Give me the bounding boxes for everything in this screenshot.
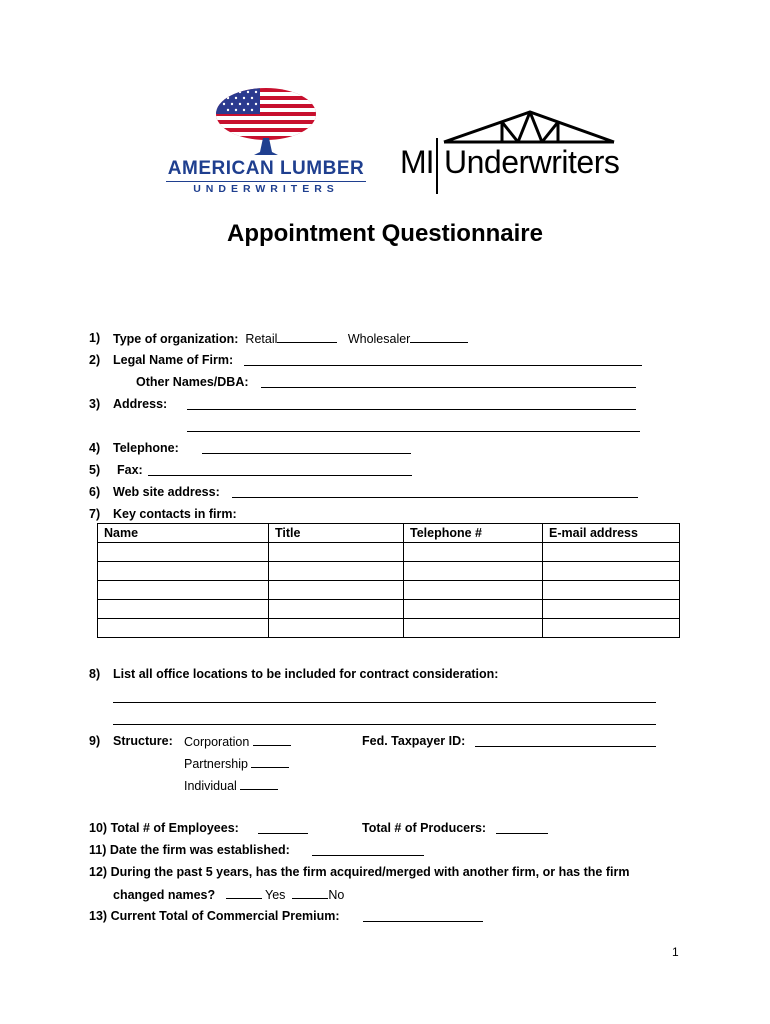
q10-producers-label: Total # of Producers: xyxy=(362,821,487,835)
table-cell[interactable] xyxy=(269,581,404,600)
q9-option-corporation xyxy=(184,733,291,750)
q5-label: Fax: xyxy=(117,463,143,477)
flag-tree-icon xyxy=(164,86,368,156)
q4-label: Telephone: xyxy=(113,441,179,455)
table-cell[interactable] xyxy=(404,600,543,619)
table-cell[interactable] xyxy=(98,543,269,562)
q10-employees-label xyxy=(89,820,239,836)
q11-label: Date the firm was established: xyxy=(109,843,290,857)
roof-truss-icon xyxy=(400,108,618,144)
q6-number: 6) xyxy=(89,485,101,499)
q4-number: 4) xyxy=(89,441,101,455)
q7-number: 7) xyxy=(89,507,101,521)
q11-date-blank[interactable] xyxy=(312,855,424,856)
q13-label: Current Total of Commercial Premium: xyxy=(110,909,340,923)
table-cell[interactable] xyxy=(269,600,404,619)
q8-locations-blank-1[interactable] xyxy=(113,702,656,703)
table-cell[interactable] xyxy=(98,600,269,619)
q1-retail-blank[interactable] xyxy=(277,330,337,343)
q1-row xyxy=(113,330,468,347)
q13-number: 13) xyxy=(89,909,108,923)
q6-website-blank[interactable] xyxy=(232,497,638,498)
table-cell[interactable] xyxy=(269,543,404,562)
table-cell[interactable] xyxy=(543,562,680,581)
q1-label: Type of organization: xyxy=(113,332,239,346)
col-header-name: Name xyxy=(98,524,269,543)
q12-line2 xyxy=(113,886,344,903)
q9-individual-blank[interactable] xyxy=(240,777,278,790)
q10-producers-blank[interactable] xyxy=(496,833,548,834)
q9-individual-label: Individual xyxy=(184,779,237,793)
table-cell[interactable] xyxy=(404,619,543,638)
q8-locations-blank-2[interactable] xyxy=(113,724,656,725)
mi-logo-letters: MI xyxy=(400,144,434,180)
q4-telephone-blank[interactable] xyxy=(202,453,411,454)
q12-question-line2: changed names? xyxy=(113,888,216,902)
q12-no-blank[interactable] xyxy=(292,886,328,899)
q2-label: Legal Name of Firm: xyxy=(113,353,234,367)
q9-taxpayer-label: Fed. Taxpayer ID: xyxy=(362,734,466,748)
q10-employees-blank[interactable] xyxy=(258,833,308,834)
table-header-row xyxy=(98,524,680,543)
q9-corporation-label: Corporation xyxy=(184,735,250,749)
q12-number: 12) xyxy=(89,865,108,879)
q2-dba-blank[interactable] xyxy=(261,387,636,388)
q5-fax-blank[interactable] xyxy=(148,475,412,476)
table-cell[interactable] xyxy=(404,581,543,600)
q9-option-individual xyxy=(184,777,278,794)
col-header-email: E-mail address xyxy=(543,524,680,543)
table-cell[interactable] xyxy=(269,562,404,581)
table-cell[interactable] xyxy=(404,543,543,562)
q12-yes-label: Yes xyxy=(265,888,286,902)
q13-row xyxy=(89,908,340,924)
q10-number: 10) xyxy=(89,821,108,835)
american-lumber-logo xyxy=(164,86,368,198)
q2-number: 2) xyxy=(89,353,101,367)
table-cell[interactable] xyxy=(404,562,543,581)
q9-partnership-label: Partnership xyxy=(184,757,248,771)
table-cell[interactable] xyxy=(98,619,269,638)
q1-option-wholesaler: Wholesaler xyxy=(347,332,411,346)
table-cell[interactable] xyxy=(269,619,404,638)
q5-number: 5) xyxy=(89,463,101,477)
mi-logo-bar xyxy=(436,138,438,194)
q11-row xyxy=(89,842,290,858)
q9-number: 9) xyxy=(89,734,101,748)
table-cell[interactable] xyxy=(98,562,269,581)
key-contacts-table xyxy=(97,523,680,638)
q9-option-partnership xyxy=(184,755,289,772)
q12-question-line1: During the past 5 years, has the firm acquired/merged with another firm, or has the firm xyxy=(110,865,630,879)
table-cell[interactable] xyxy=(543,543,680,562)
q9-partnership-blank[interactable] xyxy=(251,755,289,768)
mi-underwriters-logo xyxy=(400,108,618,196)
q9-corporation-blank[interactable] xyxy=(253,733,291,746)
q6-label: Web site address: xyxy=(113,485,220,499)
q2-dba-label: Other Names/DBA: xyxy=(136,375,249,389)
q2-firm-name-blank[interactable] xyxy=(244,365,642,366)
q3-address-blank-2[interactable] xyxy=(187,431,640,432)
table-row xyxy=(98,543,680,562)
q1-number: 1) xyxy=(89,331,101,345)
table-cell[interactable] xyxy=(543,619,680,638)
table-cell[interactable] xyxy=(98,581,269,600)
q7-label: Key contacts in firm: xyxy=(113,507,237,521)
page-title: Appointment Questionnaire xyxy=(226,220,543,247)
q12-yes-blank[interactable] xyxy=(226,886,262,899)
table-row xyxy=(98,619,680,638)
table-row xyxy=(98,562,680,581)
col-header-title: Title xyxy=(269,524,404,543)
q12-row xyxy=(89,864,629,880)
table-cell[interactable] xyxy=(543,600,680,619)
q1-wholesaler-blank[interactable] xyxy=(410,330,468,343)
q12-no-label: No xyxy=(328,888,345,902)
mi-logo-underwriters: Underwriters xyxy=(444,144,620,180)
table-row xyxy=(98,581,680,600)
q9-taxpayer-blank[interactable] xyxy=(475,746,656,747)
page-number: 1 xyxy=(672,945,679,959)
q11-number: 11) xyxy=(89,843,107,857)
table-cell[interactable] xyxy=(543,581,680,600)
q3-label: Address: xyxy=(113,397,168,411)
col-header-telephone: Telephone # xyxy=(404,524,543,543)
q3-number: 3) xyxy=(89,397,101,411)
q13-premium-blank[interactable] xyxy=(363,921,483,922)
q8-number: 8) xyxy=(89,667,101,681)
table-row xyxy=(98,600,680,619)
q10-label: Total # of Employees: xyxy=(110,821,239,835)
q1-option-retail: Retail xyxy=(245,332,278,346)
american-lumber-name: AMERICAN LUMBER xyxy=(167,158,365,179)
american-lumber-divider xyxy=(166,181,366,182)
q8-label: List all office locations to be included for contract consideration: xyxy=(113,667,499,681)
american-lumber-subtitle: UNDERWRITERS xyxy=(193,183,339,195)
q9-label: Structure: xyxy=(113,734,173,748)
q3-address-blank-1[interactable] xyxy=(187,409,636,410)
